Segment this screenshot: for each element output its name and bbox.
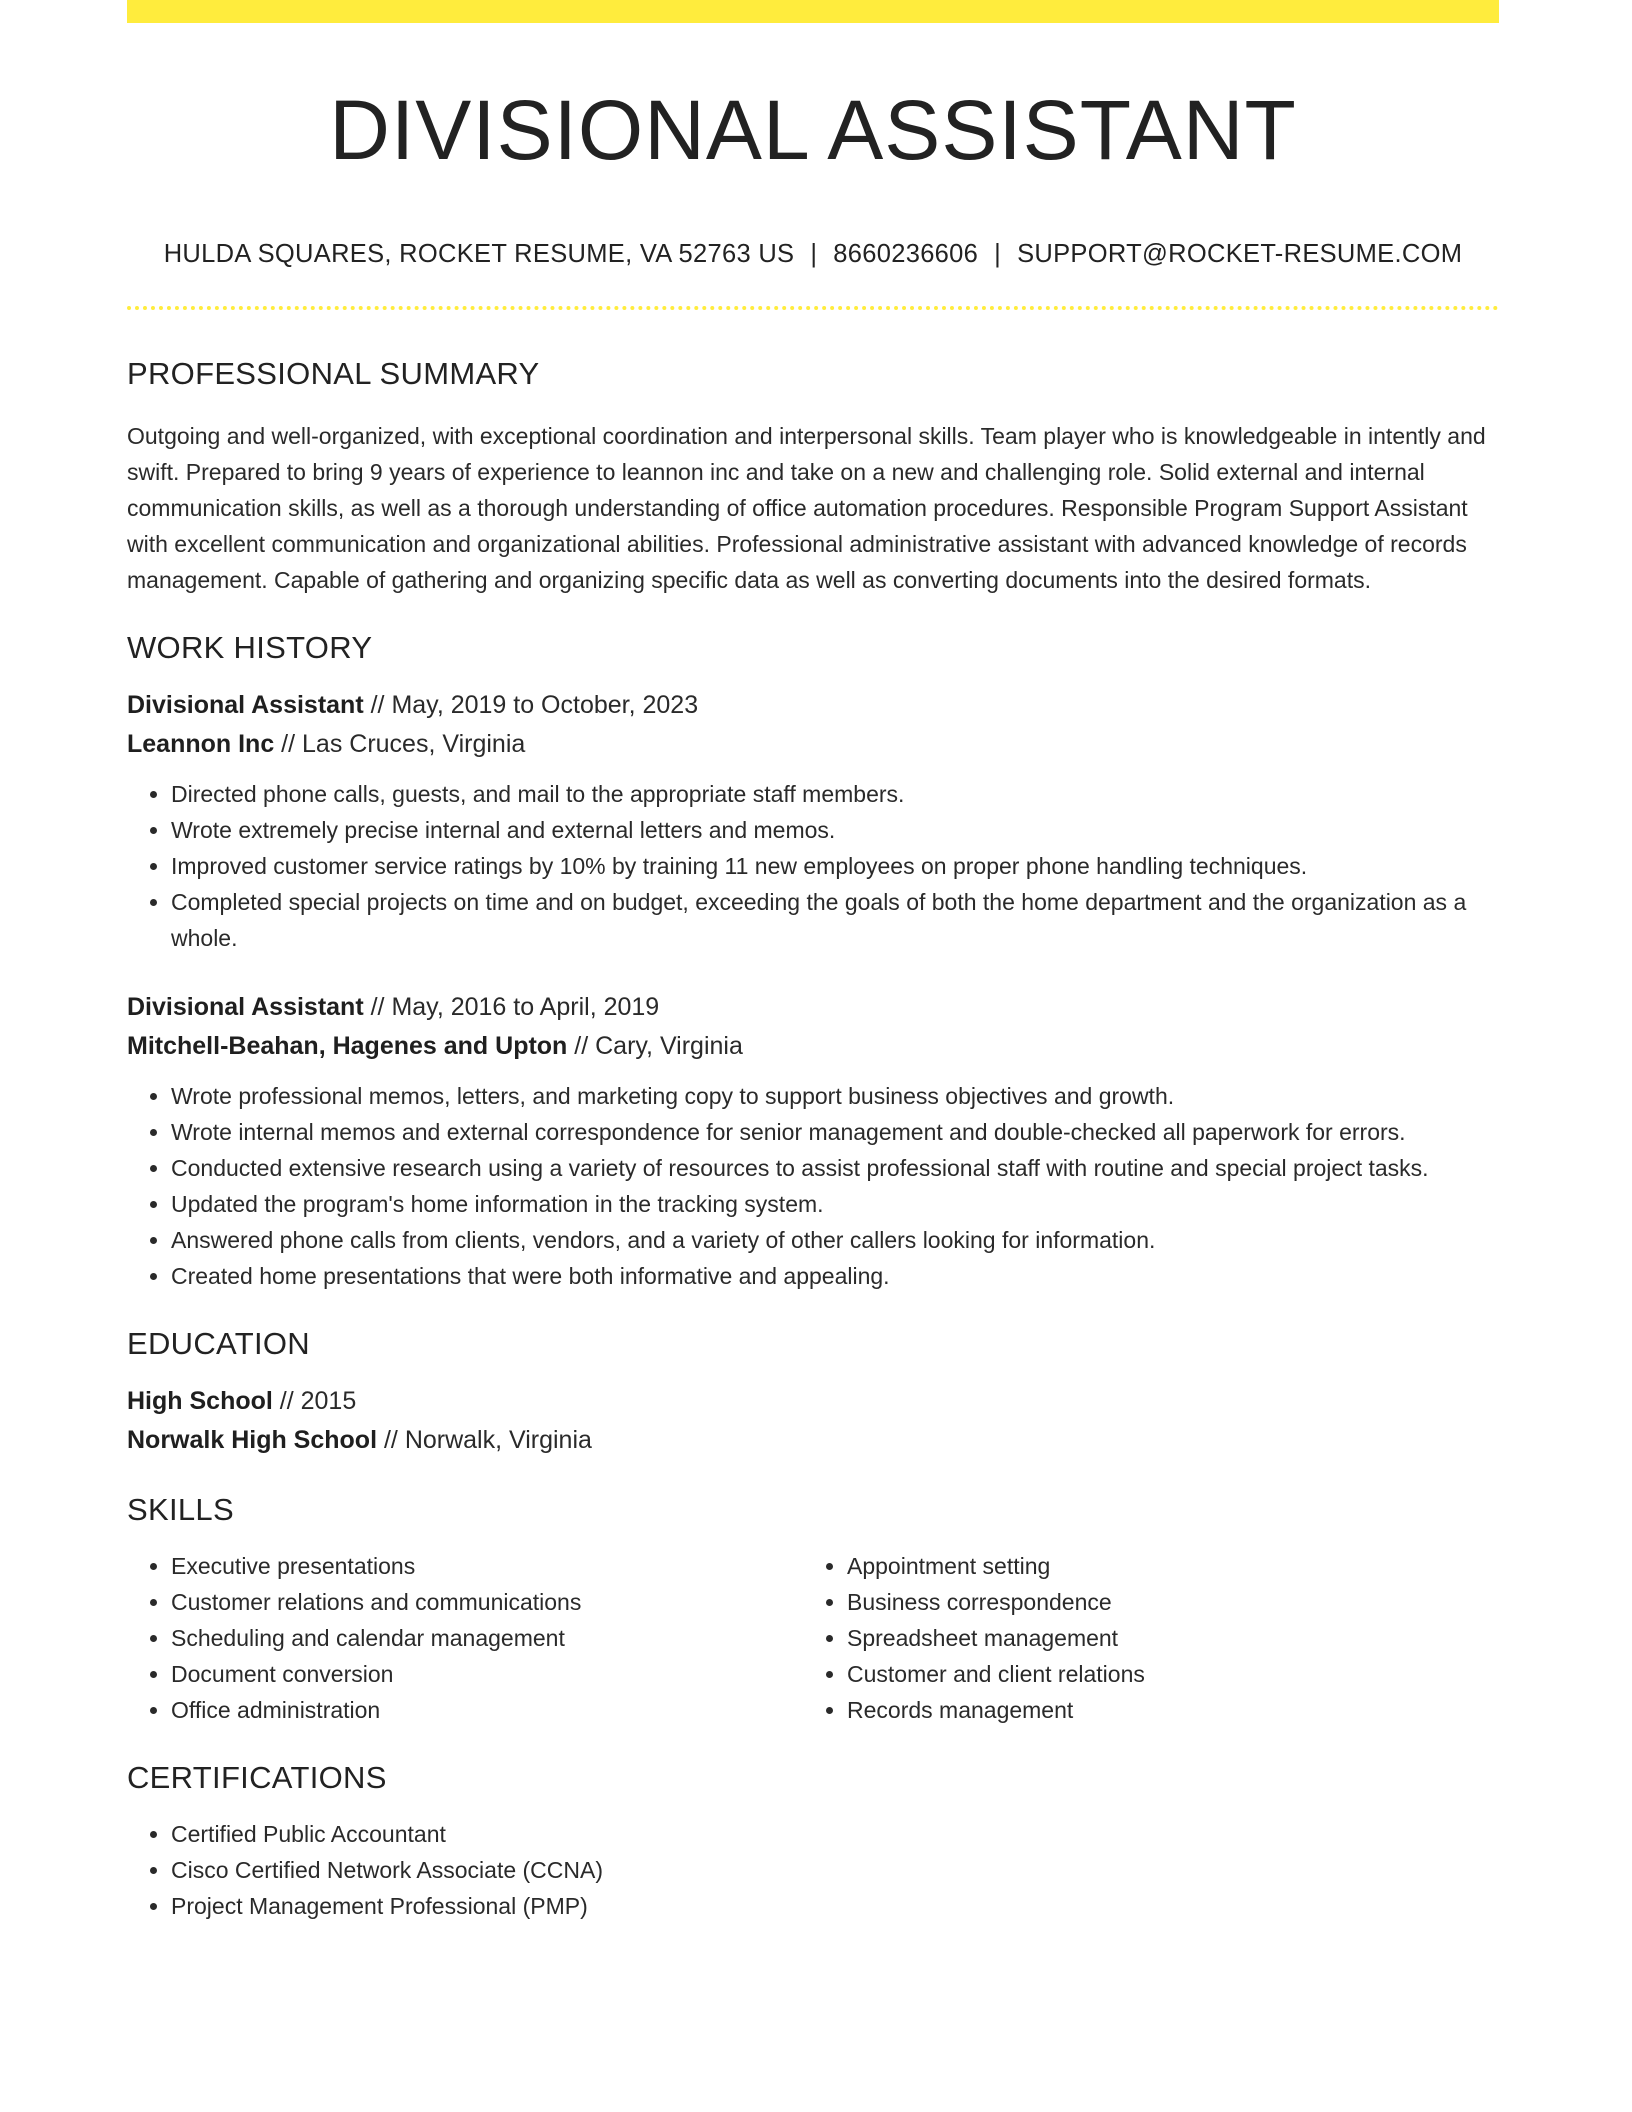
contact-line	[127, 236, 1499, 272]
skill-item: • Executive presentations	[171, 1548, 803, 1584]
contact-phone: 8660236606	[833, 240, 979, 268]
job-bullet: • Directed phone calls, guests, and mail to the appropriate staff members.	[171, 776, 1499, 812]
job-company: Mitchell-Beahan, Hagenes and Upton	[127, 1032, 568, 1060]
job-dates: // May, 2019 to October, 2023	[363, 691, 699, 719]
job-bullet: • Conducted extensive research using a variety of resources to assist professional staff with routine and special project tasks.	[171, 1150, 1499, 1186]
section-title-summary: PROFESSIONAL SUMMARY	[127, 356, 540, 391]
job-bullet: • Answered phone calls from clients, vendors, and a variety of other callers looking for information.	[171, 1222, 1499, 1258]
job-role-line	[127, 988, 1499, 1027]
resume-title: DIVISIONAL ASSISTANT	[329, 83, 1297, 177]
skill-item: • Scheduling and calendar management	[171, 1620, 803, 1656]
skill-item: • Customer and client relations	[847, 1656, 1527, 1692]
skills-section	[127, 1488, 1499, 1728]
job-bullet: • Updated the program's home information in the tracking system.	[171, 1186, 1499, 1222]
job-role-line	[127, 686, 1499, 725]
job-bullet: • Created home presentations that were both informative and appealing.	[171, 1258, 1499, 1294]
job-location: // Cary, Virginia	[567, 1032, 743, 1060]
job-location: // Las Cruces, Virginia	[274, 730, 526, 758]
job-bullet: • Wrote extremely precise internal and external letters and memos.	[171, 812, 1499, 848]
education-location: // Norwalk, Virginia	[377, 1426, 592, 1454]
skills-list-right	[803, 1548, 1527, 1728]
skill-item: • Customer relations and communications	[171, 1584, 803, 1620]
job-entry	[127, 988, 1499, 1294]
contact-separator: |	[994, 240, 1002, 268]
job-role: Divisional Assistant	[127, 993, 364, 1021]
skill-item: • Spreadsheet management	[847, 1620, 1527, 1656]
certification-item: • Certified Public Accountant	[171, 1816, 1499, 1852]
contact-address: HULDA SQUARES, ROCKET RESUME, VA 52763 US	[163, 240, 795, 268]
job-company: Leannon Inc	[127, 730, 275, 758]
accent-bar	[127, 0, 1499, 23]
skill-item: • Business correspondence	[847, 1584, 1527, 1620]
certification-item: • Project Management Professional (PMP)	[171, 1888, 1499, 1924]
summary-section	[127, 352, 1499, 598]
skill-item: • Records management	[847, 1692, 1527, 1728]
job-bullet: • Completed special projects on time and on budget, exceeding the goals of both the home department and the organization as a whole.	[171, 884, 1499, 956]
skill-item: • Appointment setting	[847, 1548, 1527, 1584]
job-role: Divisional Assistant	[127, 691, 364, 719]
section-title-education: EDUCATION	[127, 1326, 310, 1361]
education-degree-line	[127, 1382, 1499, 1421]
section-title-skills: SKILLS	[127, 1492, 234, 1527]
certification-item: • Cisco Certified Network Associate (CCNA)	[171, 1852, 1499, 1888]
section-title-certifications: CERTIFICATIONS	[127, 1760, 387, 1795]
skills-columns	[127, 1548, 1499, 1728]
job-bullets	[127, 776, 1499, 956]
dotted-divider	[127, 306, 1499, 310]
education-section	[127, 1322, 1499, 1460]
job-bullet: • Improved customer service ratings by 10% by training 11 new employees on proper phone handling techniques.	[171, 848, 1499, 884]
work-history-section	[127, 626, 1499, 1294]
job-bullets	[127, 1078, 1499, 1294]
skill-item: • Document conversion	[171, 1656, 803, 1692]
skills-list-left	[127, 1548, 803, 1728]
job-company-line	[127, 1027, 1499, 1066]
education-school-line	[127, 1421, 1499, 1460]
education-degree: High School	[127, 1387, 273, 1415]
section-title-work-history: WORK HISTORY	[127, 630, 373, 665]
certifications-section	[127, 1756, 1499, 1924]
job-dates: // May, 2016 to April, 2019	[363, 993, 660, 1021]
certifications-list	[127, 1816, 1499, 1924]
resume-body	[127, 352, 1499, 1924]
job-entry	[127, 686, 1499, 956]
job-company-line	[127, 725, 1499, 764]
education-year: // 2015	[272, 1387, 357, 1415]
contact-email: SUPPORT@ROCKET-RESUME.COM	[1017, 240, 1463, 268]
contact-separator: |	[810, 240, 818, 268]
job-bullet: • Wrote internal memos and external correspondence for senior management and double-checked all paperwork for errors.	[171, 1114, 1499, 1150]
job-bullet: • Wrote professional memos, letters, and marketing copy to support business objectives and growth.	[171, 1078, 1499, 1114]
summary-text: Outgoing and well-organized, with exceptional coordination and interpersonal skills. Team player who is knowledgeable in intently and swift. Prepared to bring 9 years of experience to leannon inc and take on a new and challenging role. Solid external and internal communication skills, as well as a thorough understanding of office automation procedures. Responsible Program Support Assistant with excellent communication and organizational abilities. Professional administrative assistant with advanced knowledge of records management. Capable of gathering and organizing specific data as well as converting documents into the desired formats.	[127, 423, 1486, 593]
skill-item: • Office administration	[171, 1692, 803, 1728]
education-school: Norwalk High School	[127, 1426, 378, 1454]
